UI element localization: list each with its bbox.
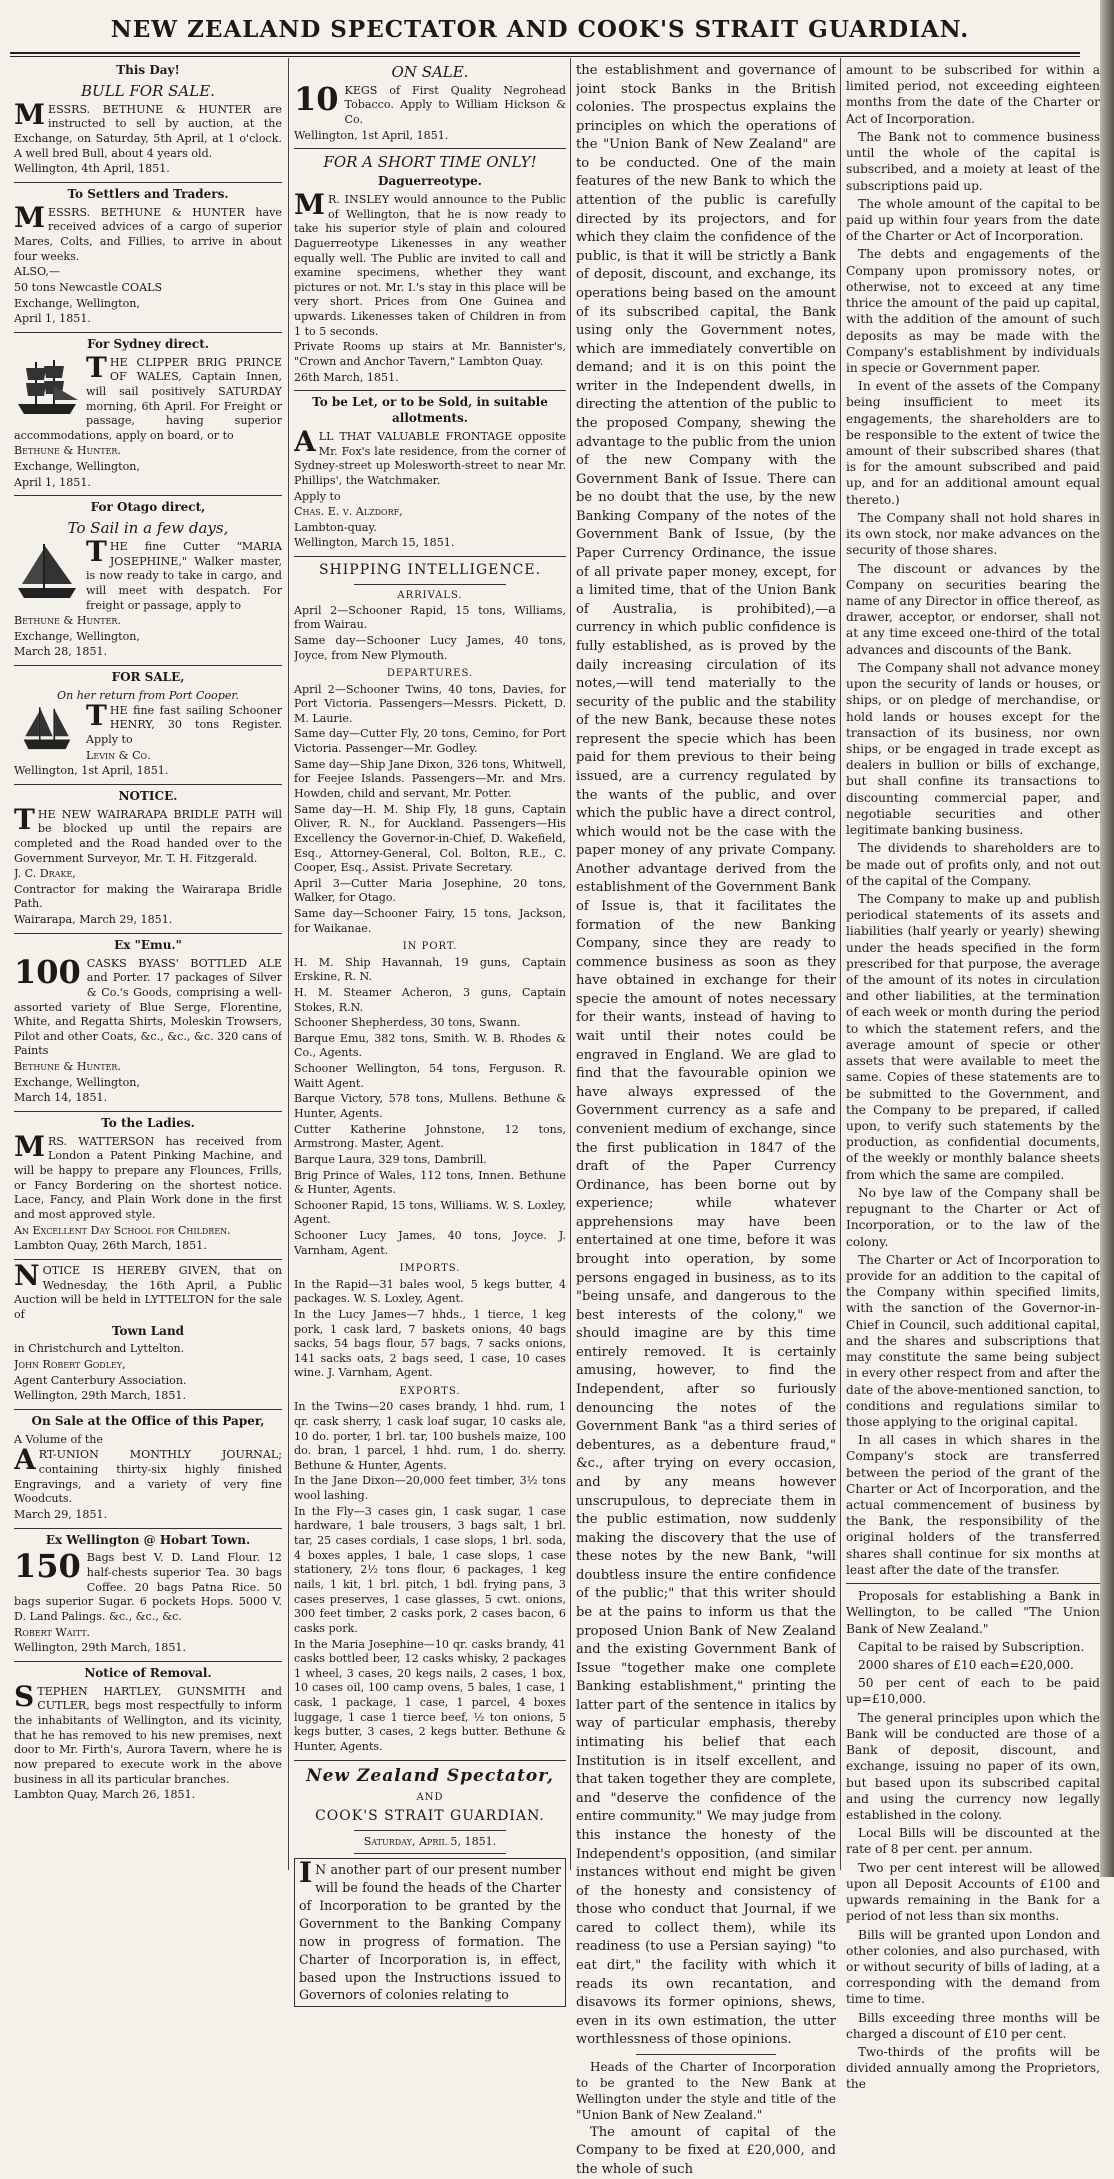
ad-date: Wellington, 1st April, 1851. [14, 764, 169, 778]
charter-clause: In all cases in which shares in the Company's stock are transferred between the period of the grant of the Charter or Act of Incorporation, and the actual commencement of business by the Bank, the responsibility of the original holders of the transferred shares shall continue for six months at least after the date of the transfer. [846, 1433, 1100, 1577]
charter-clause: The debts and engagements of the Company upon promissory notes, or otherwise, not to exceed at any time thrice the amount of the paid up capital, with the addition of the amount of such deposits as may be made with the Company's establishment by individuals in specie or Government paper. [846, 247, 1100, 375]
ad-line: Private Rooms up stairs at Mr. Bannister's, "Crown and Anchor Tavern," Lambton Quay. [294, 340, 566, 369]
shipping-entry: In the Twins—20 cases brandy, 1 hhd. rum, 1 qr. cask sherry, 1 cask loaf sugar, 10 casks ale, 10 do. porter, 1 brl. tar, 100 bushels maize, 100 do. bran, 1 parcel, 1 hhd. rum, 1 do. sherry. Bethune & Hunter, Agents. [294, 1400, 566, 1472]
ad-title: To Settlers and Traders. [67, 186, 229, 201]
banner-subtitle: COOK'S STRAIT GUARDIAN. [315, 1808, 545, 1825]
ad-signature: John Robert Godley, [14, 1357, 126, 1371]
ad-line: in Christchurch and Lyttelton. [14, 1342, 185, 1356]
shipping-entry: Brig Prince of Wales, 112 tons, Innen. Bethune & Hunter, Agents. [294, 1168, 566, 1197]
ad-body: THE CLIPPER BRIG PRINCE OF WALES, Captain Innen, will sail positively SATURDAY morning, 6th April. For Freight or passage, having superior accommodations, apply on board, or to [14, 350, 282, 442]
ad-body: THE NEW WAIRARAPA BRIDLE PATH will be blocked up until the repairs are completed and the Road handed over to the Government Surveyor, Mr. T. H. Fitzgerald. [14, 802, 282, 865]
ad-line: Apply to [294, 489, 341, 503]
divider [354, 1853, 506, 1854]
ad-signature: Robert Waitt. [14, 1625, 91, 1639]
masthead-rule [10, 52, 1080, 57]
newspaper-title: NEW ZEALAND SPECTATOR AND COOK'S STRAIT GUARDIAN. [110, 16, 970, 43]
shipping-entry: Schooner Shepherdess, 30 tons, Swann. [294, 1016, 521, 1030]
column-1 [14, 62, 282, 1804]
shipping-entry: Same day—Schooner Fairy, 15 tons, Jackson, for Waikanae. [294, 907, 566, 935]
ad-bull-for-sale [14, 63, 282, 177]
ad-to-be-let [294, 395, 566, 551]
shipping-entry: Same day—Cutter Fly, 20 tons, Cemino, for Port Victoria. Passenger—Mr. Godley. [294, 727, 566, 756]
ad-subtitle: On her return from Port Cooper. [57, 688, 239, 702]
ad-body: MESSRS. BETHUNE & HUNTER have received advices of a cargo of superior Mares, Colts, and Fillies, to arrive in about four weeks. [14, 200, 282, 263]
ad-title: ON SALE. [391, 63, 469, 81]
section-subhead: EXPORTS. [399, 1386, 461, 1398]
charter-clause: The discount or advances by the Company on securities bearing the name of any Director in office thereof, as drawer, acceptor, or endorser, shall not at any time exceed one-third of the total advances and discounts of the Bank. [846, 561, 1100, 657]
ad-title: For Otago direct, [90, 500, 206, 515]
divider [294, 1760, 566, 1761]
section-subhead: IN PORT. [402, 941, 458, 953]
divider [294, 148, 566, 149]
charter-clause: amount to be subscribed for within a limited period, not exceeding eighteen months from the date of the Charter or Act of Incorporation. [846, 63, 1100, 126]
editorial-lead [294, 1858, 566, 2007]
ad-role: Agent Canterbury Association. [14, 1373, 187, 1387]
ad-title: FOR A SHORT TIME ONLY! [323, 153, 537, 172]
ad-date: March 28, 1851. [14, 645, 108, 659]
ad-sydney-direct [14, 337, 282, 491]
charter-clause: The Company shall not hold shares in its own stock, nor make advances on the security of those shares. [846, 510, 1100, 558]
ad-kicker: This Day! [116, 63, 180, 77]
ad-body: ART-UNION MONTHLY JOURNAL; containing thirty-six highly finished Engravings, and a variety of very fine Woodcuts. [14, 1443, 282, 1506]
ad-daguerreotype [294, 153, 566, 385]
divider [636, 2054, 776, 2055]
shipping-entry: Cutter Katherine Johnstone, 12 tons, Armstrong. Master, Agent. [294, 1122, 566, 1151]
ad-title: FOR SALE, [111, 670, 185, 685]
ad-title: Notice of Removal. [84, 1665, 212, 1680]
ad-to-the-ladies [14, 1116, 282, 1254]
ad-body: THE fine fast sailing Schooner HENRY, 30 tons Register. Apply to [86, 698, 282, 746]
proposal-title: Proposals for establishing a Bank in Wellington, to be called "The Union Bank of New Zealand." [846, 1589, 1100, 1636]
divider [14, 933, 282, 934]
ad-signature: Bethune & Hunter. [14, 614, 121, 628]
ad-date: Wellington, 29th March, 1851. [14, 1641, 186, 1655]
page-edge-shadow [1100, 0, 1114, 1877]
divider [354, 584, 506, 585]
editorial-banner [294, 1765, 566, 1855]
shipping-entry: April 3—Cutter Maria Josephine, 20 tons, Walker, for Otago. [294, 876, 566, 905]
ad-for-sale-schooner [14, 670, 282, 779]
ad-body: 150 Bags best V. D. Land Flour. 12 half-chests superior Tea. 30 bags Coffee. 20 bags Patna Rice. 50 bags superior Sugar. 6 pockets Hops. 5000 V. D. Land Palings. &c., &c., &c. [14, 1547, 282, 1623]
charter-capital: The amount of capital of the Company to be fixed at £20,000, and the whole of such [576, 2124, 836, 2177]
masthead [10, 4, 1070, 56]
banner-and: AND [416, 1792, 444, 1804]
ad-place: Exchange, Wellington, [14, 1075, 140, 1089]
schooner-ship-icon [14, 704, 80, 754]
shipping-entry: In the Maria Josephine—10 qr. casks brandy, 41 casks bottled beer, 12 casks whisky, 2 packages 1 wheel, 3 cases, 20 kegs nails, 2 cases, 1 box, 10 cases oil, 100 camp ovens, 5 bales, 1 case, 1 cask, 1 package, 1 case, 1 parcel, 4 boxes luggage, 1 case 1 tierce beef, ½ ton onions, 5 kegs butter, 3 cases, 2 kegs butter. Bethune & Hunter, Agents. [294, 1637, 566, 1753]
column-divider [570, 58, 571, 1870]
shipping-entry: In the Jane Dixon—20,000 feet timber, 3½ tons wool lashing. [294, 1474, 566, 1503]
ad-line: 50 tons Newcastle COALS [14, 280, 163, 294]
ad-date: 26th March, 1851. [294, 370, 399, 384]
charter-clause: The Company to make up and publish periodical statements of its assets and liabilities (half yearly or yearly) shewing under the heads specified in the form prescribed for that purpose, the average of the amount of its notes in circulation and other liabilities, at the termination of each week or month during the period to which the statement refers, and the average amount of specie or other assets that were available to meet the same. Copies of these statements are to be submitted to the Government, and the Company to be prepared, if called upon, to verify such statements by the production, as confidential documents, of the weekly or monthly balance sheets from which the same are compiled. [846, 891, 1100, 1182]
shipping-entry: Barque Victory, 578 tons, Mullens. Bethune & Hunter, Agents. [294, 1092, 566, 1120]
shipping-entry: In the Rapid—31 bales wool, 5 kegs butter, 4 packages. W. S. Loxley, Agent. [294, 1277, 566, 1306]
divider [14, 495, 282, 496]
charter-clause: The Charter or Act of Incorporation to provide for an addition to the capital of the Company within specified limits, with the sanction of the Governor-in-Chief in Council, such additional capital, and the shares and subscriptions that may constitute the same being subject in every other respect from and after the date of the above-mentioned sanction, to conditions and regulations similar to those applying to the original capital. [846, 1252, 1100, 1429]
ad-subtitle: To Sail in a few days, [67, 519, 229, 538]
section-subhead: IMPORTS. [399, 1263, 461, 1275]
shipping-entry: April 2—Schooner Twins, 40 tons, Davies, for Port Victoria. Passengers—Messrs. Pickett, D. M. Laurie. [294, 682, 566, 725]
shipping-entry: H. M. Steamer Acheron, 3 guns, Captain Stokes, R.N. [294, 985, 566, 1014]
editorial-text: the establishment and governance of joint stock Banks in the British colonies. The prospectus explains the principles on which the operations of the "Union Bank of New Zealand" are to be conducted. One of the main features of the new Bank to which the attention of the public is carefully directed by its projectors, and for which they claim the confidence of the public, is that it will be strictly a Bank of deposit, discount, and exchange, its operations being based on the amount of its subscribed capital, the Bank using only the Government notes, which are immediately convertible on demand; and it is on this point the writer in the Independent dwells, in directing the attention of the public to the proposed Company, shewing the advantage to the public from the union of the new Company with the Government Bank of Issue. There can be no doubt that the use, by the new Banking Company of the notes of the Government Bank of Issue, (by the Paper Currency Ordinance, the issue of all private paper money, except, for a limited time, that of the Union Bank of Australia, is prohibited),—a currency in which public confidence is fully established, as is proved by the daily increasing circulation of its notes,—will tend materially to the security of the public and the stability of the new Bank, because these notes represent the specie which has been paid for them previous to their being issued, are a currency regulated by the wants of the public, and over which the public have a direct control, which would not be the case with the paper money of any private Company. Another advantage derived from the establishment of the Government Bank of Issue is, that it facilitates the formation of the new Banking Company, since they are ready to commence business as soon as they have obtained in exchange for their specie the amount of notes necessary for their wants, instead of having to wait until their notes could be engraved in England. We are glad to find that the favourable opinion we have always expressed of the Government currency as a safe and convenient medium of exchange, since the first publication in 1847 of the draft of the Paper Currency Ordinance, has been borne out by experience; while whatever apprehensions may have been entertained at one time, before it was brought into operation, by some persons engaged in business, as to its "being unsafe, and dangerous to the best interests of the colony," we should imagine are by this time entirely removed. It is certainly amusing, however, to find the Independent, after so furiously denouncing the notes of the Government Bank "as a third series of debentures, as a debenture fraud," &c., after trying on every occasion, and by any means however unscrupulous, to depreciate them in the public estimation, now suddenly making the discovery that the use of these notes by the new Bank, "will doubtless insure the entire confidence of the public;" that this writer should be at the pains to inform us that the proposed Union Bank of New Zealand and the existing Government Bank of Issue "together make one complete Banking establishment," printing the latter part of the sentence in italics by way of particular emphasis, thereby intimating his belief that each Institution is in itself excellent, and that taken together they are complete, and "deserve the confidence of the entire community." We may judge from this instance the honesty of the Independent's opposition, (and similar instances without end might be given of the honesty and consistency of those who conduct that Journal, if we cared to collect them), while its readiness (to use a Persian saying) "to eat dirt," the facility with which it reads its own recantation, and disavows its former opinions, shews, even in its own estimation, the utter worthlessness of those opinions. [576, 63, 836, 2048]
ad-notice-bridle-path [14, 789, 282, 928]
shipping-entry: Schooner Wellington, 54 tons, Ferguson. R. Waitt Agent. [294, 1062, 566, 1090]
ad-on-sale-tobacco [294, 63, 566, 143]
charter-heads-title: Heads of the Charter of Incorporation to be granted to the New Bank at Wellington under the style and title of the "Union Bank of New Zealand." [576, 2059, 836, 2123]
divider [14, 182, 282, 183]
ad-date: April 1, 1851. [14, 475, 91, 489]
divider [14, 332, 282, 333]
shipping-entry: April 2—Schooner Rapid, 15 tons, Williams, from Wairau. [294, 603, 566, 632]
ad-signature: Bethune & Hunter. [14, 1060, 121, 1074]
proposal-clause: Two-thirds of the profits will be divided annually among the Proprietors, the [846, 2045, 1100, 2092]
divider [294, 556, 566, 557]
ad-hobart-town [14, 1533, 282, 1656]
divider [846, 1583, 1100, 1584]
proposal-clause: Two per cent interest will be allowed upon all Deposit Accounts of £100 and upwards remaining in the Bank for a period of not less than six months. [846, 1860, 1100, 1924]
charter-clause: The whole amount of the capital to be paid up within four years from the date of the Charter or Act of Incorporation. [846, 196, 1100, 244]
ad-date: Wellington, 1st April, 1851. [294, 128, 449, 142]
ad-date: Wairarapa, March 29, 1851. [14, 913, 173, 927]
shipping-entry: Barque Laura, 329 tons, Dambrill. [294, 1152, 487, 1166]
ad-title: Ex "Emu." [114, 937, 182, 952]
ad-date: Lambton Quay, March 26, 1851. [14, 1788, 196, 1802]
ad-body: 10 KEGS of First Quality Negrohead Tobacco. Apply to William Hickson & Co. [294, 79, 566, 127]
divider [14, 1111, 282, 1112]
column-4 [846, 62, 1100, 2095]
divider [294, 390, 566, 391]
shipping-entry: In the Fly—3 cases gin, 1 cask sugar, 1 case hardware, 1 bale trousers, 3 bags salt, 1 brl. tar, 25 cases cordials, 1 case slops, 1 brl. soda, 4 boxes apples, 1 bale, 1 case slops, 1 case stationery, 2½ tons flour, 6 packages, 1 keg nails, 1 kit, 1 brl. pitch, 1 bdl. frying pans, 3 cases preserves, 1 case glasses, 5 cwt. onions, 300 feet timber, 2 casks pork, 2 cases bacon, 6 casks pork. [294, 1504, 566, 1635]
ad-title: Ex Wellington @ Hobart Town. [45, 1532, 251, 1547]
charter-clause: No bye law of the Company shall be repugnant to the Charter or Act of Incorporation, or to the law of the colony. [846, 1185, 1100, 1249]
shipping-entry: Schooner Lucy James, 40 tons, Joyce. J. Varnham, Agent. [294, 1229, 566, 1257]
ad-title: To the Ladies. [101, 1115, 195, 1130]
ad-date: Wellington, March 15, 1851. [294, 536, 455, 550]
ad-date: April 1, 1851. [14, 312, 91, 326]
proposal-clause: Local Bills will be discounted at the rate of 8 per cent. per annum. [846, 1826, 1100, 1857]
ad-signature: J. C. Drake, [14, 867, 76, 881]
charter-clause: The Bank not to commence business until the whole of the capital is subscribed, and a moiety at least of the subscriptions paid up. [846, 129, 1100, 193]
shipping-entry: H. M. Ship Havannah, 19 guns, Captain Erskine, R. N. [294, 955, 566, 984]
column-divider [288, 58, 289, 1870]
ad-body: M R. INSLEY would announce to the Public of Wellington, that he is now ready to take his superior style of plain and coloured Daguerreotype Likenesses in any weather equally well. The Public are invited to call and examine specimens, whether they want pictures or not. Mr. I.'s stay in this place will be very short. Prices from One Guinea and upwards. Likenesses taken of Children in from 1 to 5 seconds. [294, 187, 566, 338]
ad-role: Contractor for making the Wairarapa Bridle Path. [14, 882, 282, 911]
ad-ex-emu [14, 938, 282, 1106]
ad-body: NOTICE IS HEREBY GIVEN, that on Wednesday, the 16th April, a Public Auction will be held in LYTTELTON for the sale of [14, 1258, 282, 1321]
divider [354, 1830, 506, 1831]
proposal-line: 50 per cent of each to be paid up=£10,000. [846, 1676, 1100, 1707]
ad-art-union [14, 1414, 282, 1523]
column-divider [840, 58, 841, 1870]
ad-subtitle: Daguerreotype. [378, 174, 482, 189]
ad-signature: Levin & Co. [86, 748, 151, 762]
section-subhead: DEPARTURES. [386, 668, 474, 680]
ad-body: MRS. WATTERSON has received from London a Patent Pinking Machine, and will be happy to prepare any Flounces, Frills, or Fancy Bordering on the shortest notice. Lace, Fancy, and Plain Work done in the first and most approved style. [14, 1129, 282, 1222]
sailing-ship-icon [14, 356, 80, 418]
ad-notice-removal [14, 1666, 282, 1803]
ad-date: Wellington, 4th April, 1851. [14, 162, 170, 176]
ad-place: Exchange, Wellington, [14, 460, 140, 474]
cutter-ship-icon [14, 540, 80, 602]
divider [14, 1259, 282, 1260]
ad-place: Exchange, Wellington, [14, 629, 140, 643]
shipping-entry: In the Lucy James—7 hhds., 1 tierce, 1 keg pork, 1 cask lard, 7 baskets onions, 40 bags sacks, 54 bags flour, 57 bags, 7 sacks onions, 141 sacks oats, 2 bags seed, 1 case, 10 cases wine. J. Varnham, Agent. [294, 1307, 566, 1380]
ad-place: Lambton-quay. [294, 520, 377, 534]
proposal-line: 2000 shares of £10 each=£20,000. [858, 1658, 1074, 1672]
ad-public-auction [14, 1258, 282, 1404]
shipping-entry: Barque Emu, 382 tons, Smith. W. B. Rhodes & Co., Agents. [294, 1031, 566, 1060]
ad-date: Lambton Quay, 26th March, 1851. [14, 1239, 207, 1253]
ad-subtitle: A Volume of the [14, 1432, 103, 1446]
charter-clause: The Company shall not advance money upon the security of lands or houses, or ships, or on pledge of merchandise, or hold lands or houses except for the transaction of its business, nor own ships, or be engaged in trade except as dealers in bullion or bills of exchange, but shall confine its transactions to discounting commercial paper, and negotiable securities and other legitimate banking business. [846, 660, 1100, 838]
ad-otago-direct [14, 500, 282, 660]
banner-date: Saturday, April 5, 1851. [363, 1834, 497, 1848]
shipping-entry: Schooner Rapid, 15 tons, Williams. W. S. Loxley, Agent. [294, 1198, 566, 1227]
section-title: SHIPPING INTELLIGENCE. [318, 562, 542, 579]
ad-signature: Chas. E. v. Alzdorf, [294, 505, 403, 519]
banner-title: New Zealand Spectator, [306, 1765, 554, 1786]
proposal-clause: Bills will be granted upon London and other colonies, and also purchased, with or without security of bills of lading, at a corresponding with the demand from time to time. [846, 1927, 1100, 2007]
ad-body: THE fine Cutter "MARIA JOSEPHINE," Walker master, is now ready to take in cargo, and will meet with despatch. For freight or passage, apply to [86, 535, 282, 612]
ad-settlers-traders [14, 187, 282, 327]
charter-clause: In event of the assets of the Company being insufficient to meet its engagements, the shareholders are to be responsible to the extent of twice the amount of their subscribed shares (that is for the amount subscribed and paid up, and for an additional amount equal thereto.) [846, 379, 1100, 507]
charter-clause: The dividends to shareholders are to be made out of profits only, and not out of the capital of the Company. [846, 841, 1100, 888]
ad-also: ALSO,— [14, 265, 61, 279]
ad-body: 100 CASKS BYASS' BOTTLED ALE and Porter. 17 packages of Silver & Co.'s Goods, comprising a well-assorted variety of Blue Serge, Florentine, White, and Regatta Shirts, Moleskin Trowsers, Pilot and other Coats, &c., &c., &c. 320 cans of Paints [14, 952, 282, 1058]
proposal-clause: The general principles upon which the Bank will be conducted are those of a Bank of deposit, discount, and exchange, issuing no paper of its own, but based upon its subscribed capital and using the currency now legally established in the colony. [846, 1710, 1100, 1822]
ad-date: March 14, 1851. [14, 1091, 108, 1105]
proposal-line: Capital to be raised by Subscription. [858, 1639, 1085, 1654]
ad-title: BULL FOR SALE. [81, 81, 215, 100]
ad-signature: Bethune & Hunter. [14, 444, 121, 458]
divider [14, 1661, 282, 1662]
ad-title: For Sydney direct. [87, 336, 209, 351]
divider [14, 784, 282, 785]
column-2 [294, 62, 566, 2009]
ad-body: ALL THAT VALUABLE FRONTAGE opposite Mr. Fox's late residence, from the corner of Sydney-street up Molesworth-street to near Mr. Phillips', the Watchmaker. [294, 424, 566, 487]
ad-date: Wellington, 29th March, 1851. [14, 1389, 186, 1403]
ad-date: March 29, 1851. [14, 1507, 108, 1521]
editorial-lead-text: I N another part of our present number will be found the heads of the Charter of Incorporation to be granted by the Government to the Banking Company now in progress of formation. The Charter of Incorporation is, in effect, based upon the Instructions issued to Governors of colonies relating to [299, 1856, 561, 2003]
ad-body: MESSRS. BETHUNE & HUNTER are instructed to sell by auction, at the Exchange, on Saturday, 5th April, at 1 o'clock. A well bred Bull, about 4 years old. [14, 97, 282, 160]
shipping-entry: Same day—Ship Jane Dixon, 326 tons, Whitwell, for Feejee Islands. Passengers—Mr. and Mrs. Howden, child and servant, Mr. Potter. [294, 757, 566, 800]
column-3 [576, 62, 836, 2179]
proposal-clause: Bills exceeding three months will be charged a discount of £10 per cent. [846, 2010, 1100, 2041]
ad-body: STEPHEN HARTLEY, GUNSMITH and CUTLER, begs most respectfully to inform the inhabitants of Wellington, and its vicinity, that he has removed to his new premises, next door to Mr. Firth's, Aurora Tavern, where he is now prepared to execute work in the above business in all its particular branches. [14, 1679, 282, 1786]
section-subhead: ARRIVALS. [397, 589, 463, 601]
ad-school: An Excellent Day School for Children. [14, 1223, 231, 1237]
shipping-intelligence [294, 561, 566, 1755]
divider [14, 665, 282, 666]
ad-place: Exchange, Wellington, [14, 296, 140, 310]
divider [14, 1409, 282, 1410]
ad-title: NOTICE. [118, 788, 178, 803]
ad-title: Town Land [111, 1323, 185, 1338]
ad-title: On Sale at the Office of this Paper, [31, 1413, 265, 1428]
divider [14, 1528, 282, 1529]
ad-title: To be Let, or to be Sold, in suitable allotments. [312, 395, 548, 426]
shipping-entry: Same day—Schooner Lucy James, 40 tons, Joyce, from New Plymouth. [294, 634, 566, 662]
shipping-entry: Same day—H. M. Ship Fly, 18 guns, Captain Oliver, R. N., for Auckland. Passengers—His Excellency the Governor-in-Chief, D. Wakefield, Esq., Attorney-General, Col. Bolton, R.E., C. Cooper, Esq., Assist. Private Secretary. [294, 802, 566, 875]
